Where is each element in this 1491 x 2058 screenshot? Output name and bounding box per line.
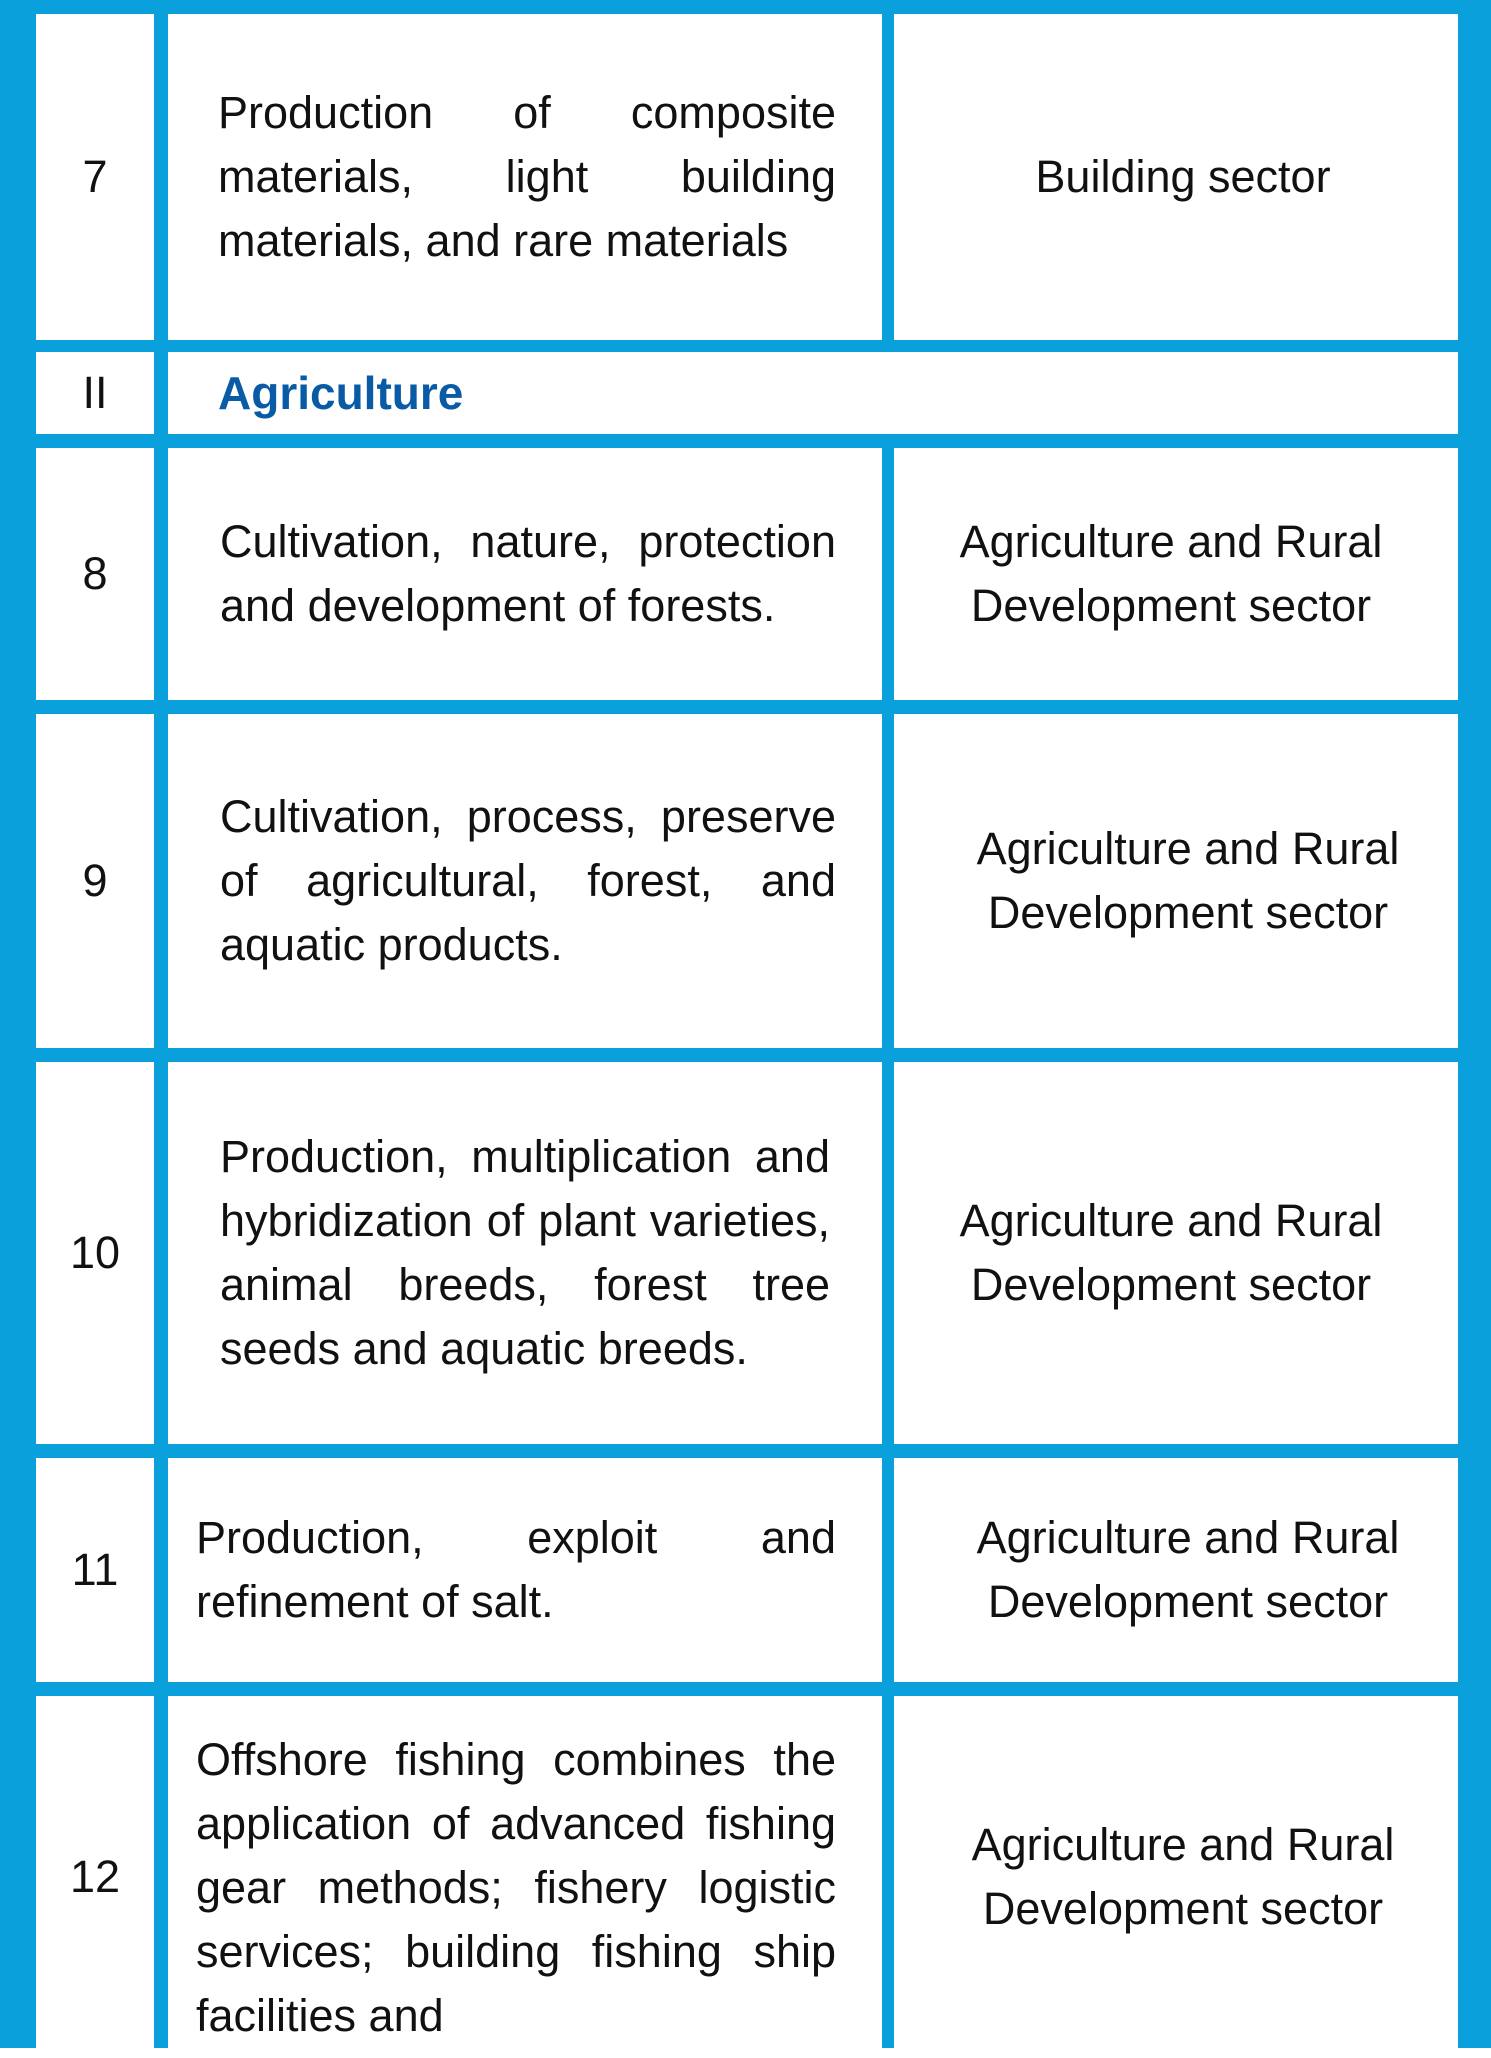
row-divider bbox=[0, 340, 1491, 352]
row-divider bbox=[0, 434, 1491, 448]
row-number: 10 bbox=[69, 1227, 121, 1278]
column-divider-1 bbox=[154, 0, 168, 2048]
section-heading: Agriculture bbox=[218, 367, 464, 419]
row-number: 7 bbox=[82, 151, 108, 202]
row-number: 8 bbox=[82, 548, 108, 599]
section-number: II bbox=[82, 367, 108, 418]
table-border-right bbox=[1458, 0, 1491, 2048]
column-divider-2 bbox=[882, 440, 894, 2048]
row-sector: Agriculture and Rural Development sector bbox=[976, 823, 1400, 938]
row-divider bbox=[0, 700, 1491, 714]
row-sector: Agriculture and Rural Development sector bbox=[959, 516, 1383, 631]
row-description: Cultivation, nature, protection and development of forests. bbox=[220, 516, 836, 631]
table-border-top bbox=[0, 0, 1491, 14]
row-description: Production, multiplication and hybridization of plant varieties, animal breeds, forest tree seeds and aquatic breeds. bbox=[220, 1131, 830, 1374]
row-divider bbox=[0, 1444, 1491, 1458]
row-divider bbox=[0, 1048, 1491, 1062]
table-border-left bbox=[0, 0, 36, 2048]
row-description: Offshore fishing combines the application of advanced fishing gear methods; fishery logistic services; building fishing ship facilities and bbox=[196, 1734, 836, 2041]
column-divider-2 bbox=[882, 0, 894, 345]
row-description: Cultivation, process, preserve of agricultural, forest, and aquatic products. bbox=[220, 791, 836, 970]
row-description: Production, exploit and refinement of salt. bbox=[196, 1512, 836, 1627]
row-description: Production of composite materials, light building materials, and rare materials bbox=[218, 87, 836, 266]
row-number: 12 bbox=[69, 1851, 121, 1902]
row-number: 9 bbox=[82, 855, 108, 906]
row-sector: Agriculture and Rural Development sector bbox=[959, 1195, 1383, 1310]
row-sector: Agriculture and Rural Development sector bbox=[971, 1819, 1395, 1934]
row-sector: Building sector bbox=[1035, 151, 1331, 202]
row-sector: Agriculture and Rural Development sector bbox=[976, 1512, 1400, 1627]
row-number: 11 bbox=[71, 1544, 119, 1595]
row-divider bbox=[0, 1682, 1491, 1696]
